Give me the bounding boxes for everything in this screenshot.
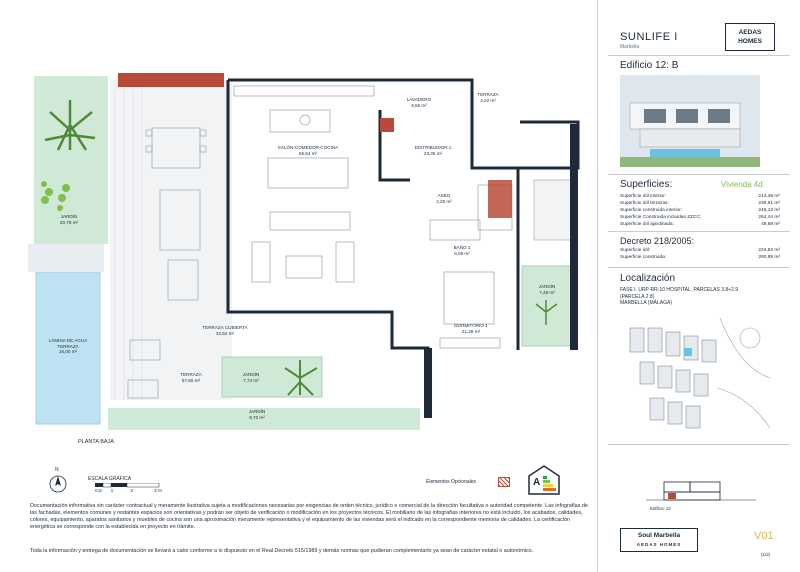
divider: [608, 267, 790, 268]
divider: [608, 444, 790, 445]
divider: [608, 231, 790, 232]
surface-value: 49,68 m²: [761, 222, 780, 227]
room-area: 2,25 m²: [436, 198, 452, 204]
room-name: JARDÍN: [248, 409, 266, 414]
surface-label: Superficie útil ajardinada:: [620, 222, 674, 227]
surface-label: Superficie Construida incluidas ZZCC:: [620, 215, 702, 220]
location-text: [620, 287, 780, 307]
room-name: TERRAZA: [477, 92, 499, 97]
surfaces-title: Superficies:: [620, 179, 673, 190]
decree-row: [620, 248, 780, 253]
scale-title: ESCALA GRÁFICA: [88, 476, 132, 482]
disclaimer-paragraph-2: Toda la información y entrega de documentación se llevará a cabo conforme a lo dispuesto en el Real Decreto 515/1989 y demás normas que pudieran complementarlo ya sean de carácter estatal o autonómico.: [30, 548, 534, 554]
footer-logo-line-1: Soul Marbella: [637, 532, 681, 539]
footer-logo: [620, 528, 698, 552]
building-render-image: [620, 75, 760, 167]
room-area: 57,65 m²: [181, 377, 201, 383]
divider: [608, 55, 790, 56]
section-caption: Edificio 12: [650, 506, 671, 511]
room-name: ASEO: [437, 193, 451, 198]
decree-value: 290,89 m²: [758, 255, 780, 260]
surface-label: Superficie útil terrazas:: [620, 201, 669, 206]
room-name: LÁMINA DE AGUA TERRAZA: [48, 338, 88, 349]
brand-line-1: AEDAS: [738, 29, 762, 36]
location-line: (PARCELA 2.8): [620, 293, 655, 300]
project-sub: Marbella: [620, 44, 640, 50]
floor-label: PLANTA BAJA: [78, 439, 114, 445]
surface-row: [620, 208, 780, 213]
page-number: (1/2): [761, 552, 771, 557]
surface-value: 235,51 m²: [758, 201, 780, 206]
optional-pergola: [118, 73, 224, 87]
scale-tick: 2: [130, 489, 134, 494]
energy-letter: A: [533, 477, 541, 488]
room-name: JARDÍN: [60, 214, 78, 219]
project-name: SUNLIFE I: [620, 31, 678, 43]
surface-row: [620, 194, 780, 199]
room-name: DISTRIBUIDOR 1: [414, 145, 452, 150]
surface-value: 213,48 m²: [758, 194, 780, 199]
surface-value: 264,44 m²: [758, 215, 780, 220]
room-area: 32,52 m²: [215, 330, 235, 336]
room-area: 20,78 m²: [59, 219, 79, 225]
surface-label: Superficie útil interior:: [620, 194, 667, 199]
room-area: 7,74 m²: [243, 377, 259, 383]
decree-title: Decreto 218/2005:: [620, 236, 695, 246]
scale-tick: 1: [110, 489, 114, 494]
location-line: MARBELLA (MÁLAGA): [620, 300, 672, 306]
info-panel: [598, 0, 800, 572]
surface-label: Superficie construida interior:: [620, 208, 683, 213]
location-line: FASE I. URP-RR-10 HOSPITAL. PARCELAS 3.8+2.9: [620, 287, 739, 293]
decree-row: [620, 255, 780, 260]
location-title: Localización: [620, 273, 676, 284]
divider: [608, 174, 790, 175]
room-name: LAVADERO: [406, 97, 432, 102]
optional-swatch: [498, 477, 510, 487]
room-name: BAÑO 1: [453, 245, 471, 250]
room-area: 55,64 m²: [298, 150, 318, 156]
footer-logo-line-2: AEDAS HOMES: [636, 542, 682, 547]
scale-tick: 3 m: [154, 489, 163, 494]
room-area: 16,00 m²: [58, 349, 78, 354]
scale-tick: 0,5: [95, 489, 102, 494]
room-area: 7,48 m²: [539, 289, 555, 295]
optional-elements-label: Elementos Opcionales: [426, 479, 477, 485]
brand-line-2: HOMES: [738, 38, 762, 45]
surface-value: 246,13 m²: [758, 208, 780, 213]
room-name: TERRAZA: [180, 372, 202, 377]
room-name: TERRAZA CUBIERTA: [202, 325, 248, 330]
room-area: 4,22 m²: [480, 97, 496, 103]
room-area: 6,56 m²: [411, 102, 427, 108]
building-section-drawing: [646, 470, 756, 505]
room-area: 6,06 m²: [454, 250, 470, 256]
room-area: 21,28 m²: [461, 328, 481, 334]
room-area: 9,70 m²: [249, 414, 265, 420]
unit-type: Vivienda 4d: [721, 180, 763, 189]
room-name: JARDÍN: [242, 372, 260, 377]
north-label: N: [55, 467, 59, 473]
decree-label: Superficie construida:: [620, 255, 667, 260]
decree-value: 234,83 m²: [758, 248, 780, 253]
site-map: [620, 318, 772, 438]
brand-logo: [725, 23, 775, 51]
surface-row: [620, 215, 780, 220]
north-arrow-icon: [48, 474, 68, 494]
room-area: 23,36 m²: [423, 150, 443, 156]
room-name: SALÓN-COMEDOR-COCINA: [277, 145, 339, 150]
surface-row: [620, 201, 780, 206]
decree-label: Superficie útil:: [620, 248, 651, 253]
building-label: Edificio 12: B: [620, 60, 679, 71]
disclaimer-paragraph: Documentación informativa sin carácter contractual y meramente ilustrativa sujeta a modificaciones necesarias por exigencias de orden técnico, jurídico o comercial de la dirección facultativa o autoridad competente. Las infografías de las fachadas, elementos comunes y restantes espacios son orientativas y podrán ser objeto de verificación o modificación en los proyectos técnicos. El mobiliario de las infografías interiores no está incluido, los acabados, calidades, colores, equipamiento, aparatos sanitarios y muebles de cocina son una aproximación meramente representativa y el equipamiento de las viviendas será el indicado en la correspondiente memoria de calidades. La certificación energética se corresponde con la establecida en proyecto en trámite.: [30, 503, 588, 530]
surface-row: [620, 222, 780, 227]
room-name: DORMITORIO 1: [454, 323, 488, 328]
room-name: JARDÍN: [538, 284, 556, 289]
version-label: V01: [754, 530, 774, 542]
garden-right: [522, 266, 572, 346]
